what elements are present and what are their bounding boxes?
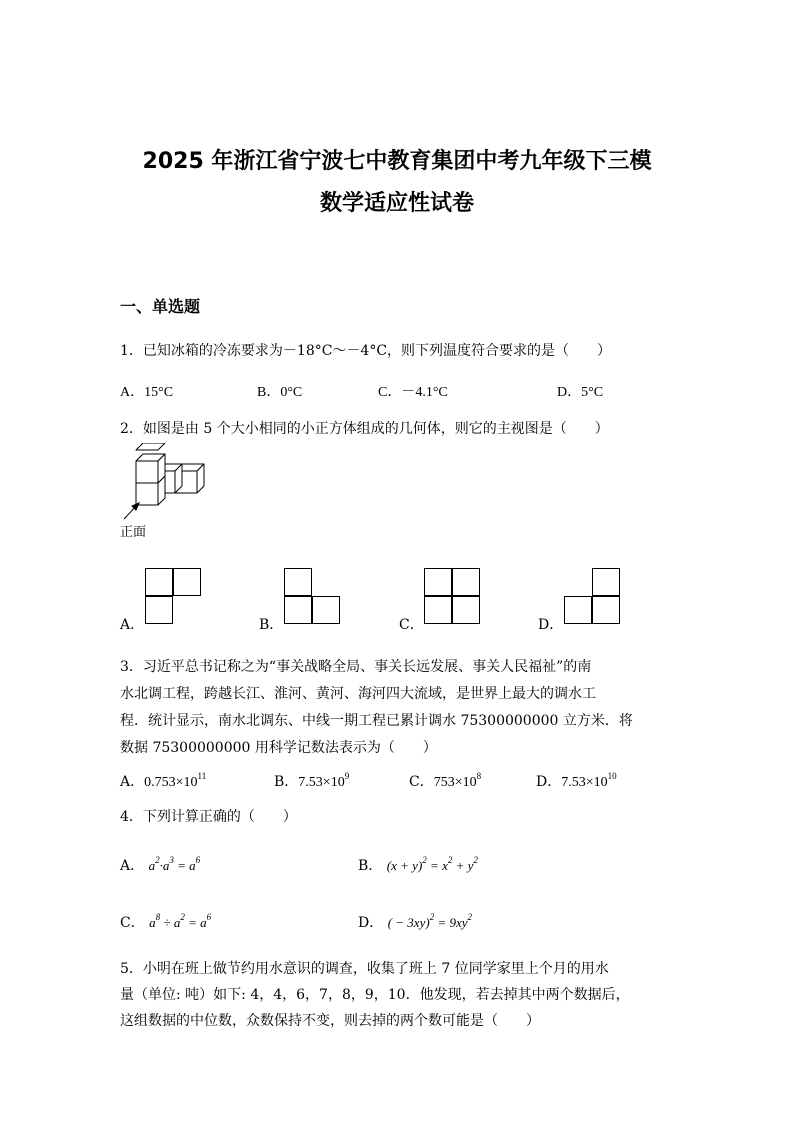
option-label: A． — [120, 858, 145, 874]
square — [424, 568, 452, 596]
square — [452, 596, 480, 624]
exam-title-line1: 2025 年浙江省宁波七中教育集团中考九年级下三模 — [142, 149, 652, 174]
question-3-option-a — [120, 771, 206, 791]
square — [592, 596, 620, 624]
option-label: C． — [409, 774, 434, 790]
question-4-stem: 4．下列计算正确的（ ） — [120, 809, 297, 825]
option-label: D． — [536, 774, 562, 790]
question-3-option-c — [409, 771, 481, 791]
option-value: 7.53×10 — [298, 775, 345, 790]
exponent: 10 — [607, 771, 617, 781]
question-1-option-a: A．15°C — [120, 385, 174, 400]
exponent: 11 — [197, 771, 207, 781]
option-label: C． — [120, 915, 145, 931]
question-3-line3: 程．统计显示，南水北调东、中线一期工程已累计调水 75300000000 立方米．将 — [120, 713, 633, 729]
option-value: 7.53×10 — [561, 775, 608, 790]
question-2-option-d-label: D． — [538, 617, 564, 633]
question-3-line2: 水北调工程，跨越长江、淮河、黄河、海河四大流域，是世界上最大的调水工 — [120, 686, 596, 702]
square — [284, 568, 312, 596]
question-4-option-d — [358, 912, 472, 932]
question-1-option-b: B．0°C — [257, 385, 303, 400]
option-label: D． — [358, 915, 384, 931]
option-label: B． — [358, 858, 383, 874]
front-view-label: 正面 — [120, 525, 147, 540]
question-3-line4: 数据 75300000000 用科学记数法表示为（ ） — [120, 740, 437, 756]
question-2-option-a-label: A． — [120, 617, 145, 633]
square — [284, 596, 312, 624]
math-expression: $a^8 \div a^2 = a^6$ — [149, 912, 212, 930]
section-heading: 一、单选题 — [120, 297, 201, 316]
question-4-option-b — [358, 855, 478, 875]
square — [424, 596, 452, 624]
question-5-line3: 这组数据的中位数，众数保持不变，则去掉的两个数可能是（ ） — [120, 1013, 540, 1029]
question-3-line1: 3．习近平总书记称之为“事关战略全局、事关长远发展、事关人民福祉”的南 — [120, 659, 592, 675]
question-5-line1: 5．小明在班上做节约用水意识的调查，收集了班上 7 位同学家里上个月的用水 — [120, 961, 609, 977]
question-1-stem: 1．已知冰箱的冷冻要求为－18°C～－4°C，则下列温度符合要求的是（ ） — [120, 343, 612, 359]
option-value: 753×10 — [433, 775, 477, 790]
question-1-option-c: C．－4.1°C — [378, 385, 448, 400]
square — [452, 568, 480, 596]
question-5-line2: 量（单位: 吨）如下: 4，4，6，7，8，9，10．他发现，若去掉其中两个数据后， — [120, 987, 630, 1003]
math-expression: $a^2\cdot a^3 = a^6$ — [148, 855, 201, 873]
square — [173, 568, 201, 596]
question-1-option-d: D．5°C — [557, 385, 604, 400]
option-label: A． — [120, 774, 145, 790]
question-2-option-b-label: B． — [259, 617, 284, 633]
square — [592, 568, 620, 596]
question-2-stem: 2．如图是由 5 个大小相同的小正方体组成的几何体，则它的主视图是（ ） — [120, 421, 609, 437]
cube-solid-figure — [120, 443, 220, 525]
square — [564, 596, 592, 624]
question-3-option-b — [274, 771, 349, 791]
question-4-option-a — [120, 855, 200, 875]
exponent: 9 — [344, 771, 350, 781]
square — [145, 568, 173, 596]
exam-title-line2: 数学适应性试卷 — [319, 191, 474, 216]
square — [312, 596, 340, 624]
question-4-option-c — [120, 912, 211, 932]
math-expression: ( − $3xy)^2 = 9xy^2$ — [387, 912, 473, 930]
question-3-option-d — [536, 771, 617, 791]
option-label: B． — [274, 774, 299, 790]
math-expression: $(x + y)^2 = x^2 + y^2$ — [386, 855, 478, 873]
question-2-option-c-label: C． — [399, 617, 424, 633]
option-value: 0.753×10 — [144, 775, 198, 790]
exponent: 8 — [476, 771, 482, 781]
square — [145, 596, 173, 624]
